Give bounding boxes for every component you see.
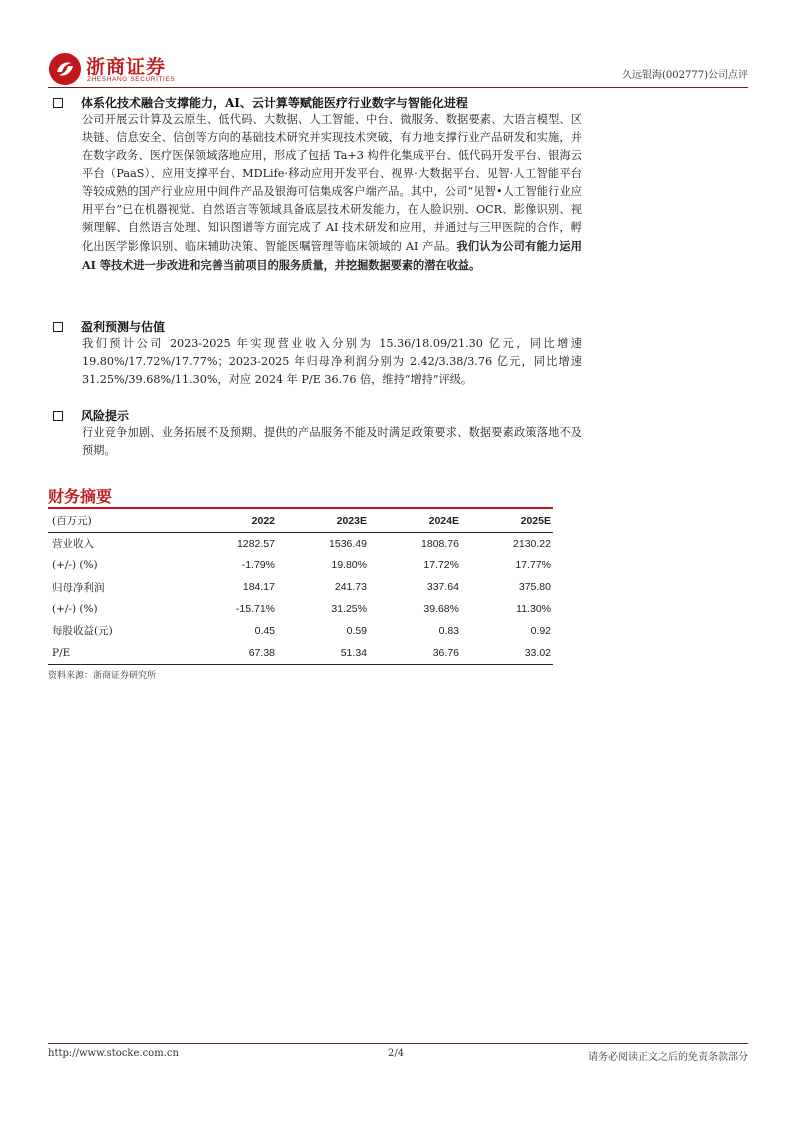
table-row (48, 642, 553, 664)
column-header: 2024E (369, 510, 461, 532)
financial-summary-title: 财务摘要 (48, 487, 113, 506)
section-risk (48, 407, 748, 460)
table-cell: 184.17 (242, 581, 275, 594)
page-header (48, 50, 748, 90)
financial-table (48, 510, 553, 665)
table-cell: 19.80% (331, 559, 367, 572)
column-header: 2023E (277, 510, 369, 532)
section-tech (48, 94, 748, 275)
section-title: 风险提示 (81, 409, 130, 423)
column-header: 2025E (461, 510, 553, 532)
section-body (82, 111, 582, 275)
section-heading (48, 407, 748, 425)
row-label: (+/-) (%) (52, 603, 98, 616)
company-logo (48, 50, 248, 90)
row-label: 归母净利润 (52, 581, 105, 594)
column-header: 2022 (185, 510, 277, 532)
section-title: 盈利预测与估值 (81, 320, 166, 334)
footer-disclaimer: 请务必阅读正文之后的免责条款部分 (588, 1052, 748, 1063)
table-cell: 241.73 (334, 581, 367, 594)
zheshang-logo-icon (48, 52, 82, 86)
table-cell: 2130.22 (513, 537, 551, 550)
body-bold-text: 我们认为公司有能力运用 AI 等技术进一步改进和完善当前项目的服务质量，并挖掘数据要素的潜在收益。 (82, 239, 582, 272)
table-cell: 1282.57 (237, 537, 275, 550)
table-header-row (48, 510, 553, 532)
table-cell: 337.64 (426, 581, 459, 594)
table-cell: 0.45 (254, 624, 275, 637)
table-row (48, 555, 553, 577)
table-cell: 17.77% (515, 559, 551, 572)
table-cell: 0.59 (346, 624, 367, 637)
table-cell: 11.30% (516, 603, 551, 616)
section-heading (48, 94, 748, 112)
checkbox-bullet-icon (53, 322, 63, 332)
table-cell: -15.71% (235, 603, 275, 616)
logo-text-en: ZHESHANG SECURITIES (87, 76, 176, 83)
table-row (48, 620, 553, 642)
row-label: 营业收入 (52, 538, 94, 551)
section-heading (48, 318, 748, 336)
table-cell: -1.79% (241, 559, 275, 572)
row-label: P/E (48, 642, 185, 664)
table-cell: 0.92 (530, 624, 551, 637)
table-cell: 51.34 (277, 642, 369, 664)
table-cell: 0.83 (438, 624, 459, 637)
table-cell: 375.80 (518, 581, 551, 594)
table-cell: 67.38 (185, 642, 277, 664)
financial-title-underline (48, 507, 553, 509)
column-header: (百万元) (48, 510, 185, 532)
data-source: 资料来源：浙商证券研究所 (48, 671, 157, 681)
section-title: 体系化技术融合支撑能力，AI、云计算等赋能医疗行业数字与智能化进程 (81, 96, 468, 110)
table-row (48, 576, 553, 598)
table-cell: 1536.49 (329, 537, 367, 550)
section-forecast (48, 318, 748, 389)
table-cell: 31.25% (331, 603, 367, 616)
body-text: 公司开展云计算及云原生、低代码、大数据、人工智能、中台、微服务、数据要素、大语言模型、区块链、信息安全、信创等方向的基础技术研究并实现技术突破，有力地支撑行业产品研发和实施，并在数字政务、医疗医保领域落地应用，形成了包括 Ta+3 构件化集成平台、低代码开发平台、银海云平台（PaaS）、应用支撑平台、MDLife·移动应用开发平台、视界·大数据平台、见智·人工智能平台等较成熟的国产行业应用中间件产品及银海可信集成客户端产品。其中，公司“见智•人工智能行业应用平台”已在机器视觉、自然语言等领域具备底层技术研发能力，在人脸识别、OCR、影像识别、视频理解、自然语言处理、知识图谱等方面完成了 AI 技术研发和应用，并通过与三甲医院的合作，孵化出医学影像识别、临床辅助决策、智能医嘱管理等临床领域的 AI 产品。 (82, 113, 582, 253)
table-row (48, 532, 553, 554)
table-cell: 39.68% (423, 603, 459, 616)
table-cell: 1808.76 (421, 537, 459, 550)
report-tag: 久远银海(002777)公司点评 (622, 70, 748, 81)
checkbox-bullet-icon (53, 98, 63, 108)
section-body: 我们预计公司 2023-2025 年实现营业收入分别为 15.36/18.09/21.30 亿元，同比增速 19.80%/17.72%/17.77%；2023-2025 年归母净利润分别为 2.42/3.38/3.76 亿元，同比增速 31.25%/39.68%/11.30%，对应 2024 年 P/E 36.76 倍，维持“增持”评级。 (82, 337, 582, 386)
row-label: 每股收益(元) (52, 625, 113, 638)
section-body: 行业竞争加剧、业务拓展不及预期、提供的产品服务不能及时满足政策要求、数据要素政策落地不及预期。 (82, 426, 582, 457)
logo-text-cn: 浙商证券 (86, 56, 167, 78)
table-cell: 36.76 (369, 642, 461, 664)
table-cell: 17.72% (423, 559, 459, 572)
footer-divider (48, 1043, 748, 1044)
page-number: 2/4 (388, 1048, 405, 1059)
table-row (48, 598, 553, 620)
header-divider (48, 87, 748, 88)
checkbox-bullet-icon (53, 411, 63, 421)
footer-url-link[interactable]: http://www.stocke.com.cn (48, 1048, 179, 1059)
table-cell: 33.02 (461, 642, 553, 664)
row-label: (+/-) (%) (52, 559, 98, 572)
